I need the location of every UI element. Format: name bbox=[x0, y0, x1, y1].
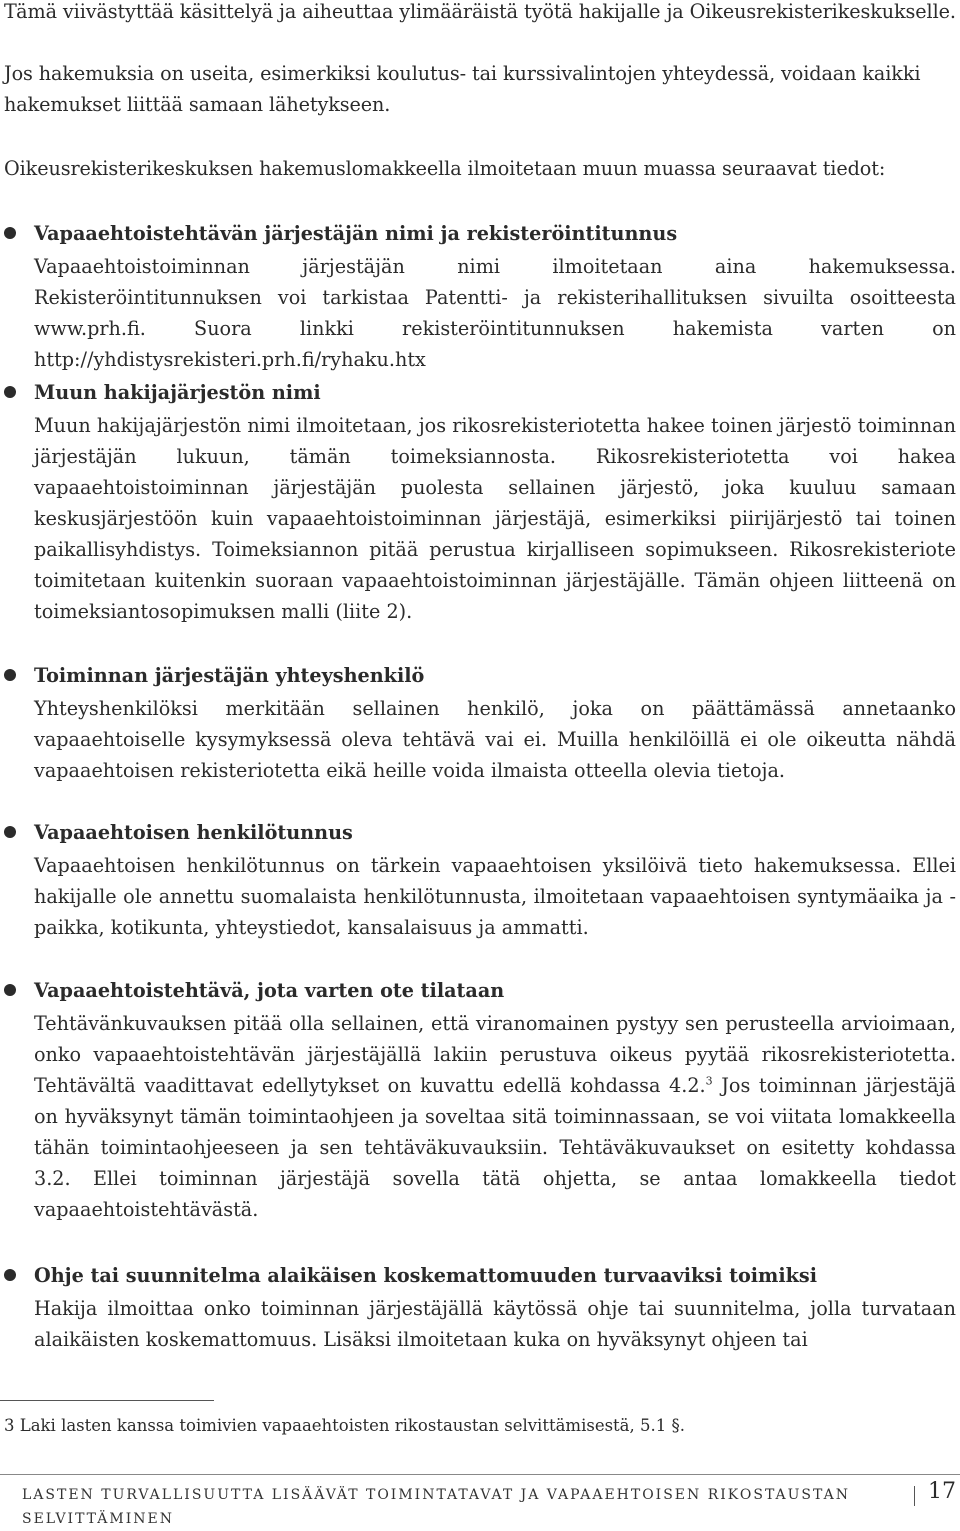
bullet-icon bbox=[4, 669, 16, 681]
bullet-icon bbox=[4, 826, 16, 838]
bullet-icon bbox=[4, 227, 16, 239]
item-body: Yhteyshenkilöksi merkitään sellainen henkilö, joka on päättämässä annetaanko vapaaehtoiselle kysymyksessä oleva tehtävä vai ei. Muilla henkilöillä ei ole oikeutta nähdä vapaaehtoisen rekisteriotetta eikä heille voida ilmaista otteella olevia tietoja. bbox=[34, 697, 956, 782]
item-body: Vapaaehtoisen henkilötunnus on tärkein vapaaehtoisen yksilöivä tieto hakemuksessa. Ellei hakijalle ole annettu suomalaista henkilötunnusta, ilmoitetaan vapaaehtoisen syntymäaika ja -paikka, kotikunta, yhteystiedot, kansalaisuus ja ammatti. bbox=[34, 854, 956, 939]
item-heading: Ohje tai suunnitelma alaikäisen koskemattomuuden turvaaviksi toimiksi bbox=[34, 1264, 818, 1287]
footnote-reference: 3 bbox=[705, 1074, 713, 1088]
item-body: Muun hakijajärjestön nimi ilmoitetaan, jos rikosrekisteriotetta hakee toinen järjestö toiminnan järjestäjän lukuun, tämän toimeksiannosta. Rikosrekisteriotetta voi hakea vapaaehtoistoiminnan järjestäjän puolesta sellainen järjestö, joka kuuluu samaan keskusjärjestöön kuin vapaaehtoistoiminnan järjestäjä, esimerkiksi piirijärjestö tai toinen paikallisyhdistys. Toimeksiannon pitää perustua kirjalliseen sopimukseen. Rikosrekisteriote toimitetaan kuitenkin suoraan vapaaehtoistoiminnan järjestäjälle. Tämän ohjeen liitteenä on toimeksiantosopimuksen malli (liite 2). bbox=[34, 414, 956, 623]
item-body: Hakija ilmoittaa onko toiminnan järjestäjällä käytössä ohje tai suunnitelma, jolla turvataan alaikäisten koskemattomuus. Lisäksi ilmoitetaan kuka on hyväksynyt ohjeen tai bbox=[34, 1297, 956, 1351]
lead-paragraph: Oikeusrekisterikeskuksen hakemuslomakkeella ilmoitetaan muun muassa seuraavat tiedot: bbox=[4, 157, 886, 180]
item-body: Vapaaehtoistoiminnan järjestäjän nimi ilmoitetaan aina hakemuksessa. Rekisteröintitunnuksen voi tarkistaa Patentti- ja rekisterihallituksen sivuilta osoitteesta www.prh.fi. Suora linkki rekisteröintitunnuksen hakemista varten on http://yhdistysrekisteri.prh.fi/ryhaku.htx bbox=[34, 255, 956, 371]
footnote bbox=[4, 1412, 685, 1440]
item-heading: Vapaaehtoistehtävä, jota varten ote tilataan bbox=[34, 979, 505, 1002]
item-body bbox=[34, 1008, 956, 1225]
footnote-divider bbox=[0, 1400, 214, 1401]
bullet-icon bbox=[4, 984, 16, 996]
footnote-text: Laki lasten kanssa toimivien vapaaehtoisten rikostaustan selvittämisestä, 5.1 §. bbox=[19, 1416, 685, 1435]
running-footer-title: LASTEN TURVALLISUUTTA LISÄÄVÄT TOIMINTATAVAT JA VAPAAEHTOISEN RIKOSTAUSTAN SELVITTÄMINEN bbox=[22, 1487, 850, 1527]
intro-paragraph: Tämä viivästyttää käsittelyä ja aiheuttaa ylimääräistä työtä hakijalle ja Oikeusrekisterikeskukselle. bbox=[4, 0, 956, 23]
item-heading: Vapaaehtoistehtävän järjestäjän nimi ja rekisteröintitunnus bbox=[34, 222, 678, 245]
item-heading: Muun hakijajärjestön nimi bbox=[34, 381, 321, 404]
footer-divider bbox=[0, 1474, 960, 1475]
bullet-icon bbox=[4, 386, 16, 398]
footnote-number: 3 bbox=[4, 1416, 15, 1435]
item-heading: Vapaaehtoisen henkilötunnus bbox=[34, 821, 353, 844]
item-heading: Toiminnan järjestäjän yhteyshenkilö bbox=[34, 664, 425, 687]
item-body-text: Tehtävänkuvauksen pitää olla sellainen, että viranomainen pystyy sen perusteella arvioimaan, onko vapaaehtoistehtävän järjestäjällä lakiin perustuva oikeus pyytää rikosrekisteriotetta. Tehtävältä vaadittavat edellytykset on kuvattu edellä kohdassa 4.2. bbox=[34, 1012, 956, 1097]
intro-paragraph: Jos hakemuksia on useita, esimerkiksi koulutus- tai kurssivalintojen yhteydessä, voidaan kaikki hakemukset liittää samaan lähetykseen. bbox=[4, 62, 921, 116]
item-body-text: Jos toiminnan järjestäjä on hyväksynyt tämän toimintaohjeen ja soveltaa sitä toiminnassaan, se voi viitata lomakkeella tähän toimintaohjeeseen ja sen tehtäväkuvauksiin. Tehtäväkuvaukset on esitetty kohdassa 3.2. Ellei toiminnan järjestäjä sovella tätä ohjetta, se antaa lomakkeella tiedot vapaaehtoistehtävästä. bbox=[34, 1074, 956, 1221]
page-number: 17 bbox=[928, 1479, 956, 1504]
bullet-icon bbox=[4, 1269, 16, 1281]
footer-separator bbox=[914, 1486, 915, 1506]
